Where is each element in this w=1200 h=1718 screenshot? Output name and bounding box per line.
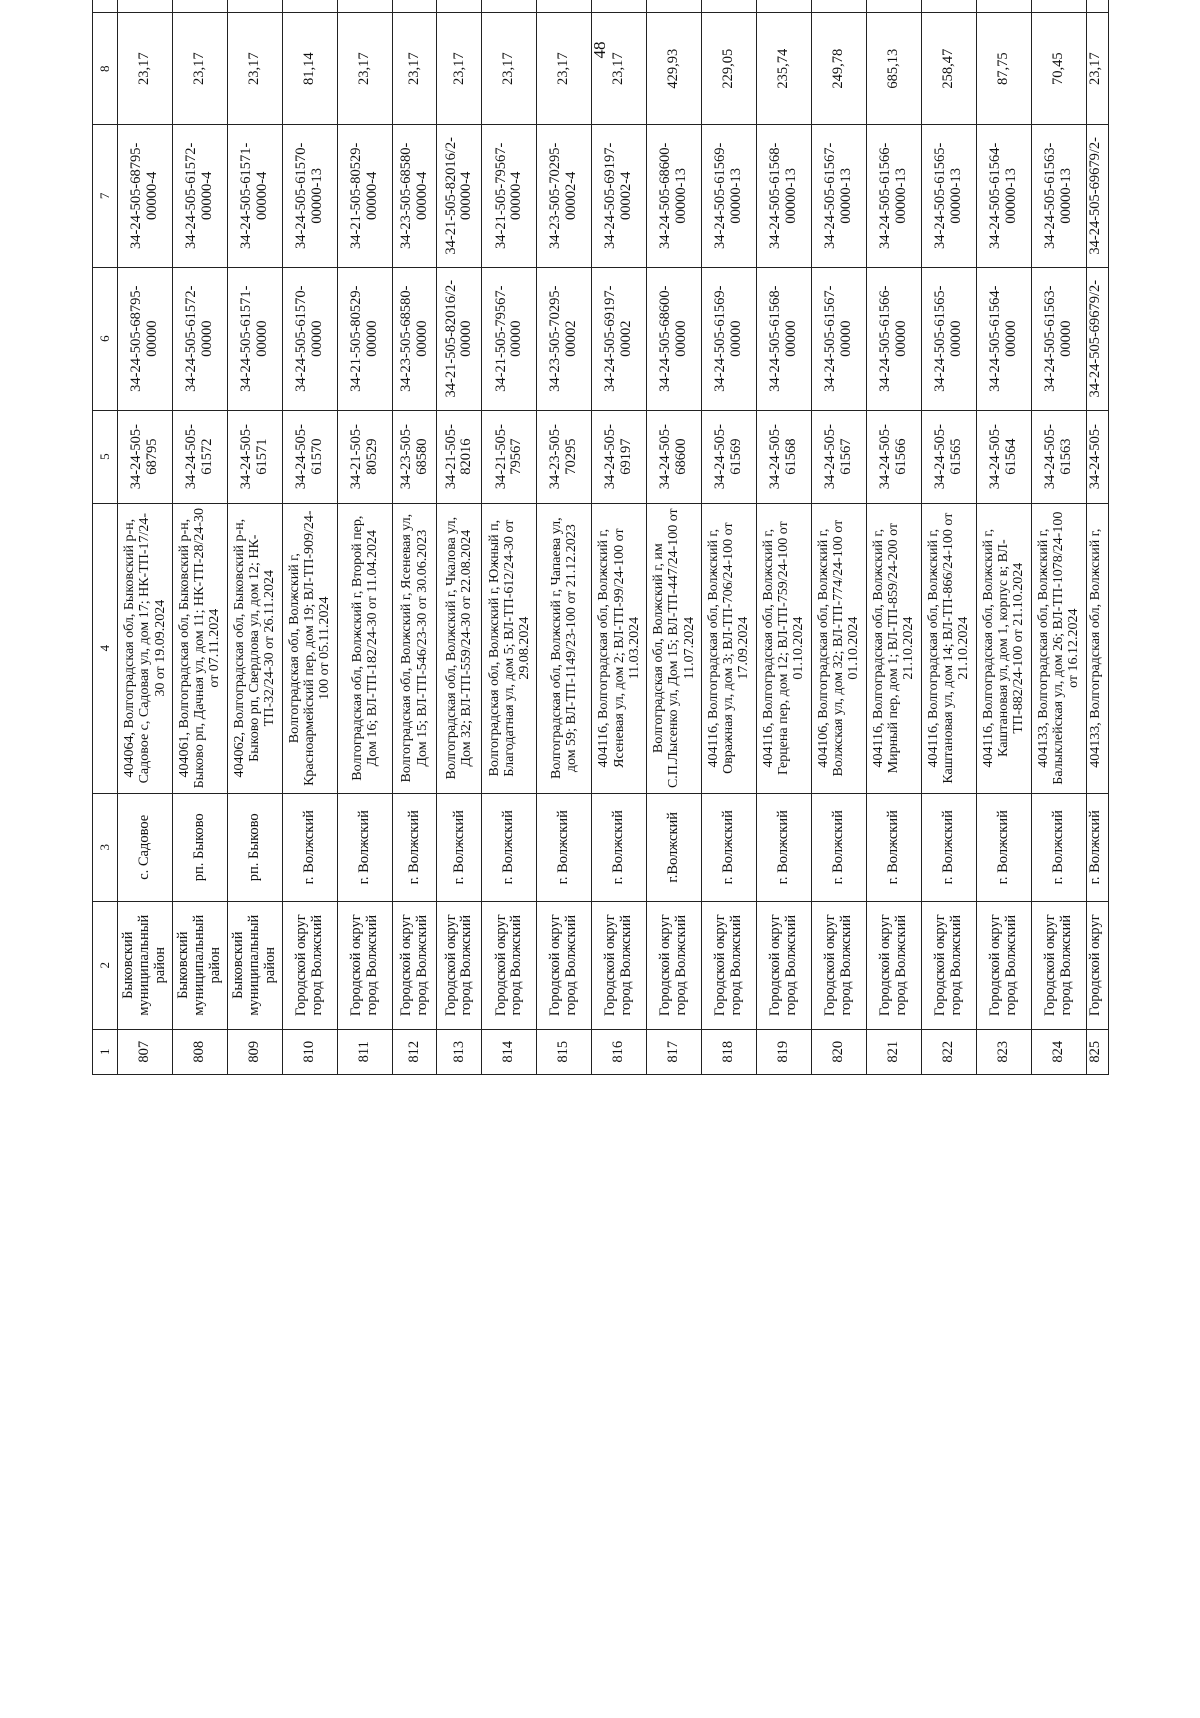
object-id-cell: 34-24-505-61570-00000: [282, 267, 337, 410]
value-cell: 23,17: [337, 13, 392, 124]
point-id-cell: 34-24-505-61563-00000-13: [1031, 124, 1086, 267]
code-cell: 34-24-505-61563: [1031, 410, 1086, 503]
object-id-cell: 34-24-505-61564-00000: [976, 267, 1031, 410]
address-contract-cell: Волгоградская обл, Волжский г, Чапаева ул, дом 59; ВЛ-ТП-1149/23-100 от 21.12.2023: [537, 503, 592, 793]
object-id-cell: 34-24-505-69197-00002: [592, 267, 647, 410]
row-number-cell: 825: [1086, 1029, 1108, 1074]
row-number-cell: 813: [437, 1029, 482, 1074]
value-cell: [282, 0, 337, 13]
column-header: 5: [93, 410, 118, 503]
point-id-cell: 34-24-505-61570-00000-13: [282, 124, 337, 267]
address-contract-cell: 404133, Волгоградская обл, Волжский г, Балыклейская ул, дом 26; ВЛ-ТП-1078/24-100 от 16.12.2024: [1031, 503, 1086, 793]
code-cell: 34-24-505-61565: [921, 410, 976, 503]
row-number-cell: 808: [172, 1029, 227, 1074]
value-cell: [921, 0, 976, 13]
locality-cell: г. Волжский: [592, 793, 647, 901]
value-cell: 23,17: [227, 13, 282, 124]
code-cell: 34-24-505-61568: [756, 410, 811, 503]
point-id-cell: 34-21-505-80529-00000-4: [337, 124, 392, 267]
address-contract-cell: 404116, Волгоградская обл, Волжский г, Овражная ул, дом 3; ВЛ-ТП-706/24-100 от 17.09.2024: [701, 503, 756, 793]
value-cell: [592, 0, 647, 13]
point-id-cell: 34-21-505-79567-00000-4: [482, 124, 537, 267]
object-id-cell: 34-23-505-68580-00000: [392, 267, 437, 410]
row-number-cell: 810: [282, 1029, 337, 1074]
locality-cell: г. Волжский: [392, 793, 437, 901]
object-id-cell: 34-24-505-61563-00000: [1031, 267, 1086, 410]
value-cell: 23,17: [437, 13, 482, 124]
object-id-cell: 34-24-505-69679/2-: [1086, 267, 1108, 410]
municipality-cell: Городской округ город Волжский: [647, 901, 702, 1029]
point-id-cell: 34-24-505-68600-00000-13: [647, 124, 702, 267]
row-number-cell: 817: [647, 1029, 702, 1074]
value-cell: [647, 0, 702, 13]
value-cell: 87,75: [976, 13, 1031, 124]
code-cell: 34-21-505-82016: [437, 410, 482, 503]
table-row: [1031, 0, 1086, 1075]
table-row: [592, 0, 647, 1075]
value-cell: [756, 0, 811, 13]
locality-cell: г. Волжский: [811, 793, 866, 901]
value-cell: [811, 0, 866, 13]
column-header: 7: [93, 124, 118, 267]
address-contract-cell: Волгоградская обл, Волжский г, им С.П.Лысенко ул, Дом 15; ВЛ-ТП-447/24-100 от 11.07.2024: [647, 503, 702, 793]
municipality-cell: Городской округ город Волжский: [537, 901, 592, 1029]
locality-cell: г. Волжский: [1031, 793, 1086, 901]
object-id-cell: 34-21-505-80529-00000: [337, 267, 392, 410]
row-number-cell: 811: [337, 1029, 392, 1074]
value-cell: 23,17: [592, 13, 647, 124]
value-cell: [1086, 0, 1108, 13]
value-cell: [976, 0, 1031, 13]
code-cell: 34-21-505-80529: [337, 410, 392, 503]
value-cell: [701, 0, 756, 13]
address-contract-cell: Волгоградская обл, Волжский г, Ясеневая ул, Дом 15; ВЛ-ТП-546/23-30 от 30.06.2023: [392, 503, 437, 793]
column-header: 6: [93, 267, 118, 410]
locality-cell: г. Волжский: [921, 793, 976, 901]
table-row: [172, 0, 227, 1075]
address-contract-cell: 404116, Волгоградская обл, Волжский г, Каштановая ул, дом 14; ВЛ-ТП-866/24-100 от 21.10.2024: [921, 503, 976, 793]
table-row: [282, 0, 337, 1075]
table-body: [118, 0, 1109, 1075]
value-cell: [118, 0, 173, 13]
code-cell: 34-23-505-68580: [392, 410, 437, 503]
locality-cell: г. Волжский: [437, 793, 482, 901]
object-id-cell: 34-21-505-79567-00000: [482, 267, 537, 410]
object-id-cell: 34-24-505-61569-00000: [701, 267, 756, 410]
table-row: [537, 0, 592, 1075]
header-row: [93, 0, 118, 1075]
locality-cell: г. Волжский: [537, 793, 592, 901]
value-cell: 70,45: [1031, 13, 1086, 124]
point-id-cell: 34-24-505-61567-00000-13: [811, 124, 866, 267]
locality-cell: г. Волжский: [866, 793, 921, 901]
value-cell: 429,93: [647, 13, 702, 124]
table-row: [866, 0, 921, 1075]
row-number-cell: 821: [866, 1029, 921, 1074]
row-number-cell: 809: [227, 1029, 282, 1074]
column-header: 3: [93, 793, 118, 901]
value-cell: 258,47: [921, 13, 976, 124]
value-cell: [482, 0, 537, 13]
locality-cell: г. Волжский: [282, 793, 337, 901]
municipality-cell: Городской округ город Волжский: [282, 901, 337, 1029]
municipality-cell: Быковский муниципальный район: [118, 901, 173, 1029]
page-number: 48: [590, 41, 609, 59]
locality-cell: г. Волжский: [337, 793, 392, 901]
table-row: [227, 0, 282, 1075]
locality-cell: г. Волжский: [701, 793, 756, 901]
object-id-cell: 34-24-505-68600-00000: [647, 267, 702, 410]
point-id-cell: 34-24-505-61565-00000-13: [921, 124, 976, 267]
code-cell: 34-24-505-68600: [647, 410, 702, 503]
address-contract-cell: 404116, Волгоградская обл, Волжский г, Герцена пер, дом 12; ВЛ-ТП-759/24-100 от 01.10.2024: [756, 503, 811, 793]
point-id-cell: 34-24-505-68795-00000-4: [118, 124, 173, 267]
table-row: [392, 0, 437, 1075]
locality-cell: г. Волжский: [976, 793, 1031, 901]
point-id-cell: 34-24-505-61572-00000-4: [172, 124, 227, 267]
address-contract-cell: 404106, Волгоградская обл, Волжский г, Волжская ул, дом 32; ВЛ-ТП-774/24-100 от 01.10.2024: [811, 503, 866, 793]
code-cell: 34-24-505-61572: [172, 410, 227, 503]
municipality-cell: Городской округ город Волжский: [811, 901, 866, 1029]
value-cell: 249,78: [811, 13, 866, 124]
table-row: [482, 0, 537, 1075]
municipality-cell: Городской округ город Волжский: [592, 901, 647, 1029]
code-cell: 34-24-505-61566: [866, 410, 921, 503]
value-cell: 23,17: [482, 13, 537, 124]
object-id-cell: 34-23-505-70295-00002: [537, 267, 592, 410]
value-cell: [866, 0, 921, 13]
value-cell: 23,17: [172, 13, 227, 124]
column-header: 4: [93, 503, 118, 793]
code-cell: 34-23-505-70295: [537, 410, 592, 503]
row-number-cell: 819: [756, 1029, 811, 1074]
table-row: [118, 0, 173, 1075]
code-cell: 34-24-505-69197: [592, 410, 647, 503]
municipality-cell: Городской округ город Волжский: [976, 901, 1031, 1029]
code-cell: 34-24-505-68795: [118, 410, 173, 503]
object-id-cell: 34-24-505-68795-00000: [118, 267, 173, 410]
object-id-cell: 34-24-505-61572-00000: [172, 267, 227, 410]
table-row: [647, 0, 702, 1075]
code-cell: 34-24-505-61569: [701, 410, 756, 503]
value-cell: [392, 0, 437, 13]
municipality-cell: Быковский муниципальный район: [227, 901, 282, 1029]
rotated-table-frame: [92, 0, 1109, 1075]
table-row: [756, 0, 811, 1075]
table-row: [337, 0, 392, 1075]
locality-cell: г. Волжский: [1086, 793, 1108, 901]
locality-cell: рп. Быково: [172, 793, 227, 901]
municipality-cell: Городской округ город Волжский: [921, 901, 976, 1029]
address-contract-cell: Волгоградская обл, Волжский г, Красноармейский пер, дом 19; ВЛ-ТП-909/24-100 от 05.11.2024: [282, 503, 337, 793]
municipality-cell: Быковский муниципальный район: [172, 901, 227, 1029]
locality-cell: с. Садовое: [118, 793, 173, 901]
value-cell: 229,05: [701, 13, 756, 124]
locality-cell: г. Волжский: [756, 793, 811, 901]
address-contract-cell: 404116, Волгоградская обл, Волжский г, Каштановая ул, дом 1, корпус в; ВЛ-ТП-882/24-100 от 21.10.2024: [976, 503, 1031, 793]
value-cell: [227, 0, 282, 13]
municipality-cell: Городской округ город Волжский: [756, 901, 811, 1029]
point-id-cell: 34-21-505-82016/2-00000-4: [437, 124, 482, 267]
address-contract-cell: 404116, Волгоградская обл, Волжский г, Мирный пер, дом 1; ВЛ-ТП-859/24-200 от 21.10.2024: [866, 503, 921, 793]
table-row: [976, 0, 1031, 1075]
column-header: 8: [93, 13, 118, 124]
row-number-cell: 818: [701, 1029, 756, 1074]
point-id-cell: 34-24-505-61571-00000-4: [227, 124, 282, 267]
value-cell: [337, 0, 392, 13]
address-contract-cell: 404116, Волгоградская обл, Волжский г, Ясеневая ул, дом 2; ВЛ-ТП-99/24-100 от 11.03.2024: [592, 503, 647, 793]
value-cell: [537, 0, 592, 13]
point-id-cell: 34-24-505-61564-00000-13: [976, 124, 1031, 267]
row-number-cell: 822: [921, 1029, 976, 1074]
table-container: [92, 48, 1109, 1679]
row-number-cell: 816: [592, 1029, 647, 1074]
row-number-cell: 824: [1031, 1029, 1086, 1074]
municipality-cell: Городской округ город Волжский: [701, 901, 756, 1029]
municipality-cell: Городской округ город Волжский: [1031, 901, 1086, 1029]
value-cell: 23,17: [537, 13, 592, 124]
column-header: 2: [93, 901, 118, 1029]
address-contract-cell: Волгоградская обл, Волжский г, Второй пер, Дом 16; ВЛ-ТП-182/24-30 от 11.04.2024: [337, 503, 392, 793]
row-number-cell: 815: [537, 1029, 592, 1074]
address-contract-cell: 404133, Волгоградская обл, Волжский г,: [1086, 503, 1108, 793]
code-cell: 34-24-505-61564: [976, 410, 1031, 503]
code-cell: 34-24-505-61571: [227, 410, 282, 503]
municipality-cell: Городской округ город Волжский: [337, 901, 392, 1029]
municipality-cell: Городской округ город Волжский: [482, 901, 537, 1029]
table-row: [811, 0, 866, 1075]
municipality-cell: Городской округ город Волжский: [866, 901, 921, 1029]
table-row: [437, 0, 482, 1075]
value-cell: [172, 0, 227, 13]
code-cell: 34-21-505-79567: [482, 410, 537, 503]
locality-cell: г. Волжский: [482, 793, 537, 901]
row-number-cell: 823: [976, 1029, 1031, 1074]
data-table: [92, 0, 1109, 1075]
value-cell: 81,14: [282, 13, 337, 124]
value-cell: [1031, 0, 1086, 13]
value-cell: 685,13: [866, 13, 921, 124]
object-id-cell: 34-24-505-61566-00000: [866, 267, 921, 410]
code-cell: 34-24-505-61570: [282, 410, 337, 503]
address-contract-cell: 404064, Волгоградская обл, Быковский р-н, Садовое с, Садовая ул, дом 17; НК-ТП-17/24-30 от 19.09.2024: [118, 503, 173, 793]
object-id-cell: 34-24-505-61568-00000: [756, 267, 811, 410]
row-number-cell: 812: [392, 1029, 437, 1074]
value-cell: 23,17: [1086, 13, 1108, 124]
table-row: [701, 0, 756, 1075]
locality-cell: г.Волжский: [647, 793, 702, 901]
code-cell: 34-24-505-: [1086, 410, 1108, 503]
row-number-cell: 820: [811, 1029, 866, 1074]
column-header: 1: [93, 1029, 118, 1074]
point-id-cell: 34-24-505-69679/2-: [1086, 124, 1108, 267]
address-contract-cell: 404061, Волгоградская обл, Быковский р-н, Быково рп, Дачная ул, дом 11; НК-ТП-28/24-30 от 07.11.2024: [172, 503, 227, 793]
locality-cell: рп. Быково: [227, 793, 282, 901]
address-contract-cell: Волгоградская обл, Волжский г, Чкалова ул, Дом 32; ВЛ-ТП-559/24-30 от 22.08.2024: [437, 503, 482, 793]
municipality-cell: Городской округ город Волжский: [437, 901, 482, 1029]
object-id-cell: 34-21-505-82016/2-00000: [437, 267, 482, 410]
point-id-cell: 34-24-505-61566-00000-13: [866, 124, 921, 267]
value-cell: 235,74: [756, 13, 811, 124]
table-row: [1086, 0, 1108, 1075]
object-id-cell: 34-24-505-61565-00000: [921, 267, 976, 410]
address-contract-cell: Волгоградская обл, Волжский г, Южный п, Благодатная ул, дом 5; ВЛ-ТП-612/24-30 от 29.08.2024: [482, 503, 537, 793]
object-id-cell: 34-24-505-61571-00000: [227, 267, 282, 410]
object-id-cell: 34-24-505-61567-00000: [811, 267, 866, 410]
code-cell: 34-24-505-61567: [811, 410, 866, 503]
address-contract-cell: 404062, Волгоградская обл, Быковский р-н, Быково рп, Свердлова ул, дом 12; НК-ТП-32/24-30 от 26.11.2024: [227, 503, 282, 793]
value-cell: [437, 0, 482, 13]
value-cell: 23,17: [392, 13, 437, 124]
point-id-cell: 34-24-505-61568-00000-13: [756, 124, 811, 267]
column-header: [93, 0, 118, 13]
row-number-cell: 807: [118, 1029, 173, 1074]
point-id-cell: 34-23-505-70295-00002-4: [537, 124, 592, 267]
municipality-cell: Городской округ город Волжский: [392, 901, 437, 1029]
municipality-cell: Городской округ: [1086, 901, 1108, 1029]
value-cell: 23,17: [118, 13, 173, 124]
point-id-cell: 34-23-505-68580-00000-4: [392, 124, 437, 267]
point-id-cell: 34-24-505-69197-00002-4: [592, 124, 647, 267]
table-row: [921, 0, 976, 1075]
row-number-cell: 814: [482, 1029, 537, 1074]
point-id-cell: 34-24-505-61569-00000-13: [701, 124, 756, 267]
